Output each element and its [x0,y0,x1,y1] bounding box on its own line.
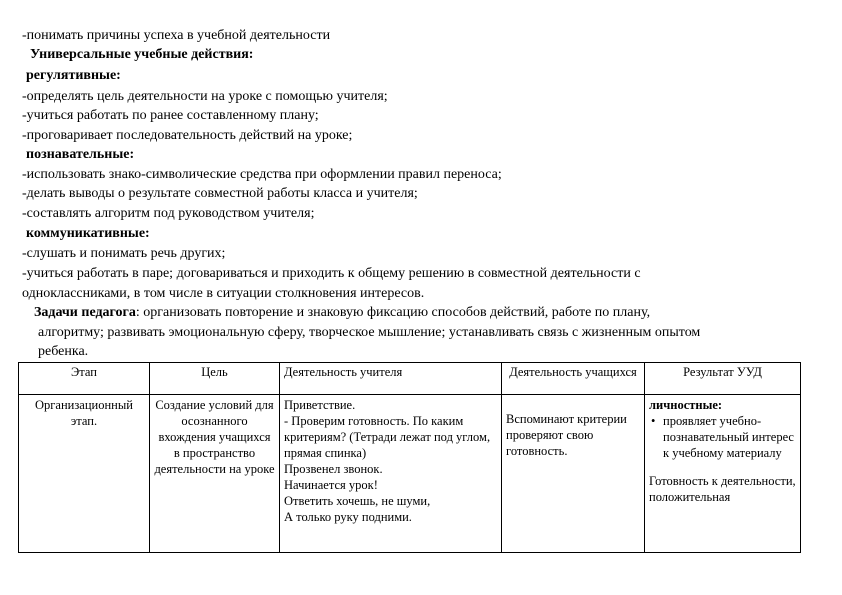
teacher-line: Ответить хочешь, не шуми, [284,494,431,508]
result-extra: Готовность к деятельности, положительная [649,474,796,504]
header-student-activity: Деятельность учащихся [502,363,645,395]
lesson-table [18,362,801,553]
teacher-line: А только руку подними. [284,510,412,524]
teacher-line: Приветствие. [284,398,356,412]
students-text: Вспоминают критерии проверяют свою готовность. [506,412,627,458]
cell-student-activity [502,395,645,553]
cell-result [645,395,801,553]
cell-teacher-activity [280,395,502,553]
text-line-1: -понимать причины успеха в учебной деятельности [22,28,331,43]
text-line-10: -составлять алгоритм под руководством учителя; [22,206,315,221]
subheading-regulative: регулятивные: [26,68,121,83]
header-stage: Этап [19,363,150,395]
stage-text: Организационный этап. [35,398,133,428]
cell-stage [19,395,150,553]
subheading-communicative: коммуникативные: [26,226,150,241]
result-bullet: • проявляет учебно-познавательный интерес к учебному материалу [663,413,796,461]
section-heading-uud: Универсальные учебные действия: [30,47,254,62]
text-line-9: -делать выводы о результате совместной работы класса и учителя; [22,186,418,201]
goal-text: Создание условий для осознанного вхождения учащихся в пространство деятельности на уроке [154,398,275,476]
teacher-line: Начинается урок! [284,478,378,492]
text-line-4: -определять цель деятельности на уроке с помощью учителя; [22,89,388,104]
tasks-text-1: : организовать повторение и знаковую фиксацию способов действий, работе по плану, [135,305,651,320]
tasks-line-2: алгоритму; развивать эмоциональную сферу, творческое мышление; устанавливать связь с жизненным опытом [38,325,701,340]
text-line-5: -учиться работать по ранее составленному плану; [22,108,319,123]
text-line-12: -слушать и понимать речь других; [22,246,226,261]
tasks-line-1 [34,304,798,321]
result-list [649,413,796,461]
cell-goal [150,395,280,553]
header-result: Результат УУД [645,363,801,395]
teacher-line: - Проверим готовность. По каким критериям? (Тетради лежат под углом, прямая спинка) [284,414,491,460]
text-line-13: -учиться работать в паре; договариваться и приходить к общему решению в совместной деятельности с [22,266,641,281]
subheading-cognitive: познавательные: [26,147,135,162]
table-header-row [19,363,801,395]
tasks-label: Задачи педагога [34,305,136,320]
text-line-14: одноклассниками, в том числе в ситуации столкновения интересов. [22,286,425,301]
teacher-line: Прозвенел звонок. [284,462,383,476]
tasks-line-3: ребенка. [38,344,89,359]
text-line-6: -проговаривает последовательность действий на уроке; [22,128,353,143]
table-row [19,395,801,553]
result-label: личностные: [649,398,723,412]
header-teacher-activity: Деятельность учителя [280,363,502,395]
text-line-8: -использовать знако-символические средства при оформлении правил переноса; [22,167,502,182]
header-goal: Цель [150,363,280,395]
